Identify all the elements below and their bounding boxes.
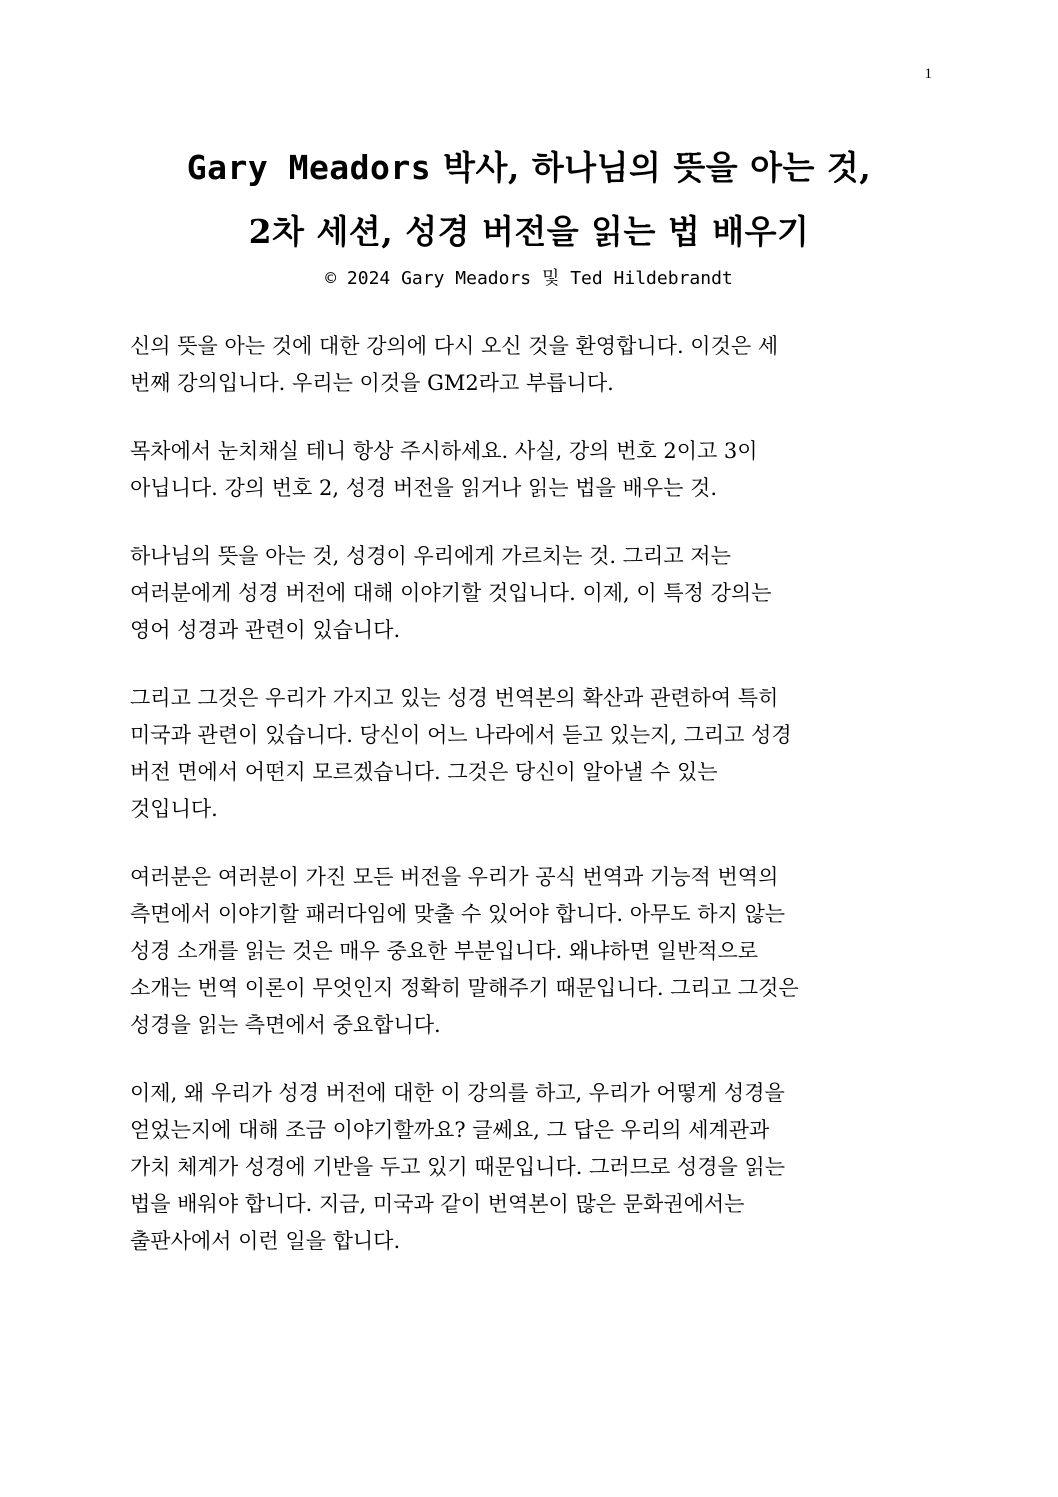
paragraph-2 [130, 433, 930, 507]
paragraph-line: 신의 뜻을 아는 것에 대한 강의에 다시 오신 것을 환영합니다. 이것은 세 [130, 334, 779, 358]
paragraph-6 [130, 1075, 930, 1260]
paragraph-line: 여러분은 여러분이 가진 모든 버전을 우리가 공식 번역과 기능적 번역의 [130, 865, 779, 889]
paragraph-line: 출판사에서 이런 일을 합니다. [130, 1229, 401, 1253]
page-number: 1 [924, 66, 932, 82]
paragraph-3 [130, 538, 930, 649]
title-line-2: 2차 세션, 성경 버전을 읽는 법 배우기 [248, 212, 810, 251]
paragraph-line: 법을 배워야 합니다. 지금, 미국과 같이 번역본이 많은 문화권에서는 [130, 1192, 745, 1216]
paragraph-line: 목차에서 눈치채실 테니 항상 주시하세요. 사실, 강의 번호 2이고 3이 [130, 439, 758, 463]
paragraph-line: 얻었는지에 대해 조금 이야기할까요? 글쎄요, 그 답은 우리의 세계관과 [130, 1118, 770, 1142]
paragraph-line: 소개는 번역 이론이 무엇인지 정확히 말해주기 때문입니다. 그리고 그것은 [130, 976, 799, 1000]
paragraph-line: 버전 면에서 어떤지 모르겠습니다. 그것은 당신이 알아낼 수 있는 [130, 760, 718, 784]
copyright-notice: © 2024 Gary Meadors 및 Ted Hildebrandt [325, 268, 733, 289]
title-line-1 [60, 136, 998, 200]
title-line-1-text: 박사, 하나님의 뜻을 아는 것, [431, 148, 872, 187]
body-text [130, 328, 930, 1291]
title-author-name: Gary Meadors [186, 148, 432, 187]
paragraph-line: 여러분에게 성경 버전에 대해 이야기할 것입니다. 이제, 이 특정 강의는 [130, 581, 772, 605]
paragraph-4 [130, 680, 930, 828]
paragraph-line: 가치 체계가 성경에 기반을 두고 있기 때문입니다. 그러므로 성경을 읽는 [130, 1155, 786, 1179]
paragraph-line: 아닙니다. 강의 번호 2, 성경 버전을 읽거나 읽는 법을 배우는 것. [130, 476, 718, 500]
paragraph-line: 성경을 읽는 측면에서 중요합니다. [130, 1013, 441, 1037]
paragraph-line: 그리고 그것은 우리가 가지고 있는 성경 번역본의 확산과 관련하여 특히 [130, 686, 779, 710]
paragraph-line: 것입니다. [130, 797, 218, 821]
paragraph-line: 번째 강의입니다. 우리는 이것을 GM2라고 부릅니다. [130, 371, 614, 395]
paragraph-line: 영어 성경과 관련이 있습니다. [130, 618, 401, 642]
paragraph-line: 미국과 관련이 있습니다. 당신이 어느 나라에서 듣고 있는지, 그리고 성경 [130, 723, 792, 747]
document-title [60, 136, 998, 264]
paragraph-line: 측면에서 이야기할 패러다임에 맞출 수 있어야 합니다. 아무도 하지 않는 [130, 902, 786, 926]
paragraph-1 [130, 328, 930, 402]
paragraph-line: 하나님의 뜻을 아는 것, 성경이 우리에게 가르치는 것. 그리고 저는 [130, 544, 731, 568]
paragraph-line: 성경 소개를 읽는 것은 매우 중요한 부분입니다. 왜냐하면 일반적으로 [130, 939, 759, 963]
paragraph-5 [130, 859, 930, 1044]
paragraph-line: 이제, 왜 우리가 성경 버전에 대한 이 강의를 하고, 우리가 어떻게 성경을 [130, 1081, 785, 1105]
